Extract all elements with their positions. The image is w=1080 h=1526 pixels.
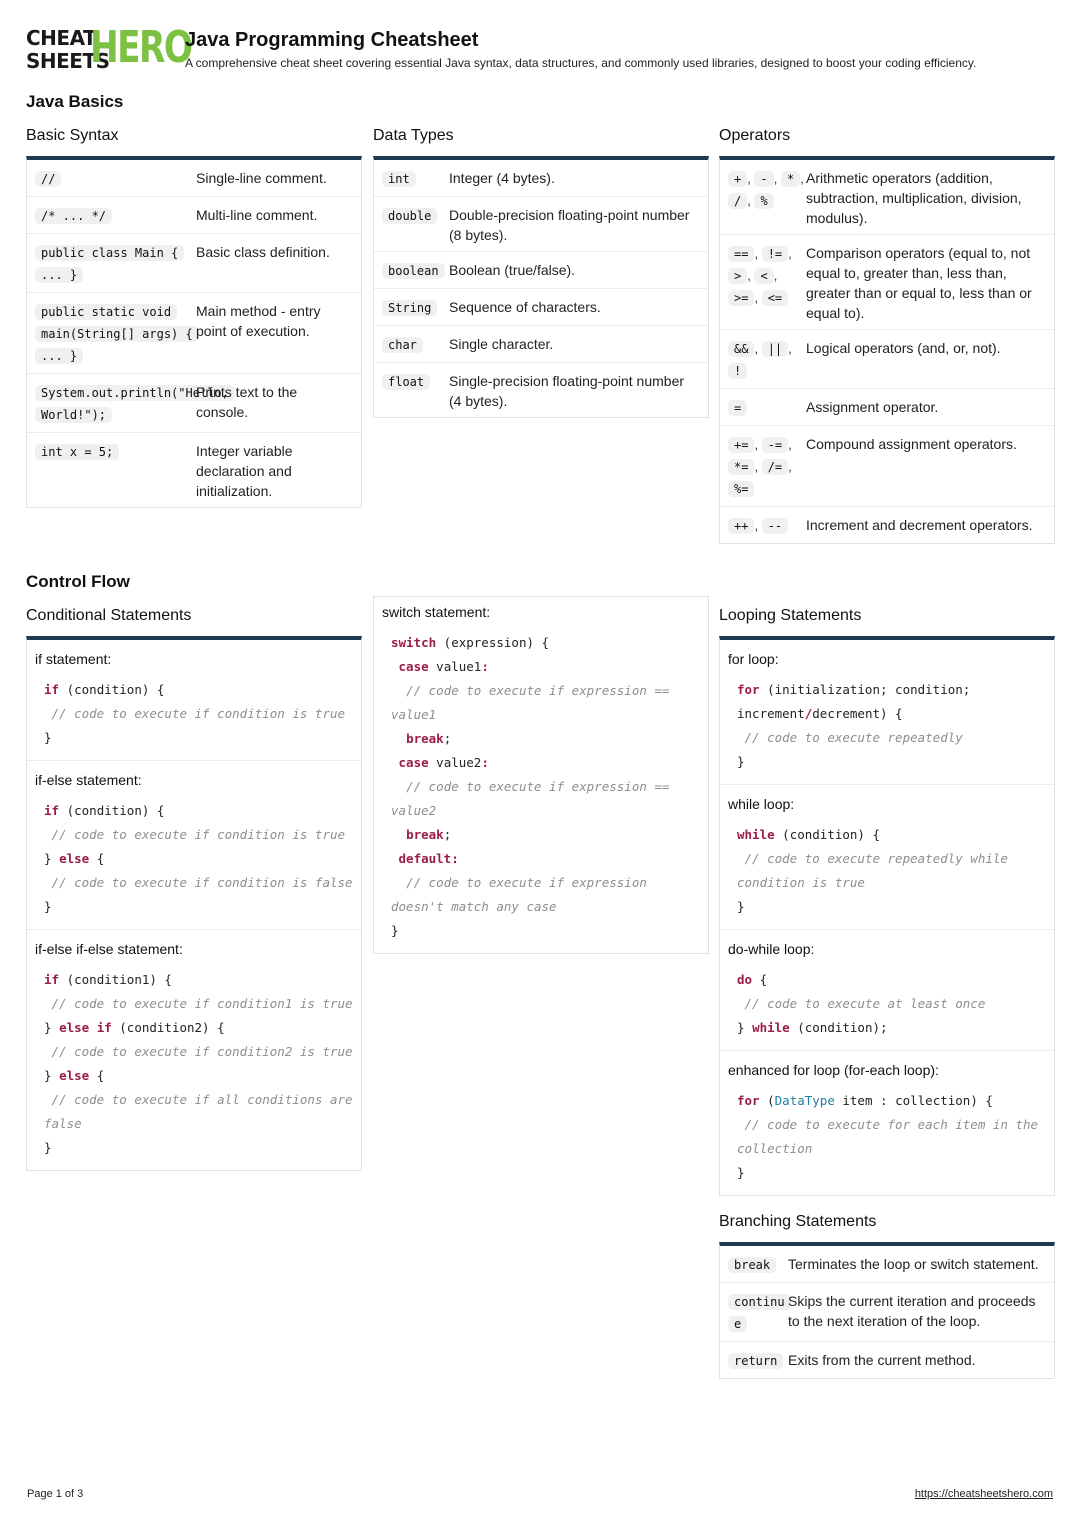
operator-snippet: = — [728, 400, 747, 416]
code-cell — [382, 371, 449, 411]
keyword: while — [737, 827, 775, 842]
table-row — [27, 197, 361, 234]
while-loop-block — [720, 785, 1054, 930]
code-text: ; — [443, 827, 452, 842]
table-row — [374, 326, 708, 363]
code-text: } — [44, 1020, 60, 1035]
code-cell: += , -= , *= , /= , %= — [728, 434, 806, 500]
code-cell — [382, 260, 449, 282]
table-row — [720, 507, 1054, 543]
code-snippet: break — [728, 1257, 776, 1273]
code-snippet: int — [382, 171, 416, 187]
code-text: } — [44, 730, 52, 745]
keyword: case — [398, 659, 429, 674]
code-cell — [382, 205, 449, 245]
description-cell: Arithmetic operators (addition, subtraction, multiplication, division, modulus). — [806, 170, 1022, 226]
code-snippet: // — [35, 171, 61, 187]
code-text: } — [737, 1165, 745, 1180]
keyword: if — [44, 803, 60, 818]
description-cell: Double-precision floating-point number (8 bytes). — [449, 207, 690, 243]
code-text: value1 — [428, 659, 482, 674]
code-comment: // code to execute if all conditions are false — [44, 1092, 361, 1131]
code-text: (condition) { — [774, 827, 880, 842]
operator-snippet: > — [728, 268, 747, 284]
looping-card — [719, 636, 1055, 1196]
table-row — [374, 197, 708, 252]
description-cell: Skips the current iteration and proceeds to the next iteration of the loop. — [788, 1293, 1036, 1329]
code-snippet: char — [382, 337, 423, 353]
keyword: : — [481, 755, 489, 770]
looping-column — [719, 606, 1055, 1379]
keyword: else if — [59, 1020, 112, 1035]
code-text: } — [391, 923, 399, 938]
switch-block — [374, 597, 708, 953]
data-types-card — [373, 156, 709, 418]
code-snippet: int x = 5; — [35, 444, 119, 460]
conditional-column — [26, 606, 362, 1171]
if-else-title: if-else statement: — [35, 772, 142, 788]
code-text: (condition) { — [59, 682, 165, 697]
site-link[interactable]: https://cheatsheetshero.com — [914, 1488, 1053, 1500]
code-block — [382, 631, 700, 943]
table-row — [374, 363, 708, 417]
code-comment: // code to execute repeatedly while condition is true — [737, 851, 1016, 890]
code-snippet: double — [382, 208, 437, 224]
operator-snippet: ++ — [728, 518, 754, 534]
code-cell — [35, 205, 196, 227]
keyword: break — [406, 827, 444, 842]
operator-snippet: < — [754, 268, 773, 284]
description-cell: Logical operators (and, or, not). — [806, 340, 1001, 356]
code-cell — [35, 301, 196, 367]
code-text: } — [737, 899, 745, 914]
if-elseif-else-title: if-else if-else statement: — [35, 941, 183, 957]
code-snippet: public static void main(String[] args) { ... } — [35, 304, 199, 364]
code-block — [35, 968, 361, 1160]
operator-snippet: / — [728, 193, 747, 209]
code-text: } — [737, 754, 745, 769]
section-title-java-basics: Java Basics — [26, 92, 124, 111]
table-row — [27, 433, 361, 507]
code-text: (expression) { — [436, 635, 550, 650]
operator-snippet: *= — [728, 459, 754, 475]
keyword: for — [737, 1093, 760, 1108]
operators-column — [719, 126, 1055, 544]
operator-snippet: * — [781, 171, 800, 187]
code-cell — [35, 441, 196, 501]
table-row — [374, 160, 708, 197]
for-each-loop-title: enhanced for loop (for-each loop): — [728, 1062, 939, 1078]
code-block — [728, 1089, 1046, 1185]
description-cell: Single character. — [449, 336, 554, 352]
code-text: } — [44, 1068, 60, 1083]
code-text: } — [44, 899, 52, 914]
code-text: value2 — [428, 755, 482, 770]
operator-snippet: -- — [762, 518, 788, 534]
conditional-card — [26, 636, 362, 1171]
code-cell: ++ , -- — [728, 515, 806, 537]
code-block — [35, 678, 353, 750]
type-name: DataType — [774, 1093, 835, 1108]
keyword: for — [737, 682, 760, 697]
conditional-title: Conditional Statements — [26, 607, 192, 624]
logo-sheets-text: SHEETS — [26, 49, 110, 73]
code-comment: // code to execute if condition2 is true — [51, 1044, 353, 1059]
code-text: } — [44, 1140, 52, 1155]
code-comment: // code to execute if condition is true — [51, 706, 346, 721]
code-text: } — [44, 851, 60, 866]
switch-card — [373, 596, 709, 954]
table-row — [27, 293, 361, 374]
table-row — [27, 234, 361, 293]
code-block — [35, 799, 353, 919]
operator-snippet: >= — [728, 290, 754, 306]
code-comment: // code to execute if condition is false — [51, 875, 353, 890]
description-cell: Multi-line comment. — [196, 207, 318, 223]
description-cell: Integer (4 bytes). — [449, 170, 555, 186]
operator-snippet: != — [762, 246, 788, 262]
table-row — [720, 1342, 1054, 1378]
code-cell — [382, 297, 449, 319]
keyword: switch — [391, 635, 437, 650]
description-cell: Compound assignment operators. — [806, 436, 1017, 452]
code-comment: // code to execute repeatedly — [744, 730, 963, 745]
code-cell — [35, 382, 229, 426]
description-cell: Single-line comment. — [196, 170, 327, 186]
table-row — [720, 1283, 1054, 1342]
code-snippet: System.out.println("Hello, World!"); — [35, 385, 235, 423]
operator-snippet: /= — [762, 459, 788, 475]
logo-hero-text: HERO — [90, 22, 192, 73]
cheatsheetshero-logo[interactable] — [26, 22, 192, 73]
code-cell — [728, 1350, 788, 1372]
description-cell: Integer variable declaration and initialization. — [196, 443, 293, 499]
keyword: / — [804, 706, 813, 721]
basic-syntax-title: Basic Syntax — [26, 127, 119, 144]
operators-card — [719, 156, 1055, 544]
operator-snippet: - — [754, 171, 773, 187]
code-snippet: String — [382, 300, 437, 316]
operators-title: Operators — [719, 127, 791, 144]
keyword: default — [398, 851, 452, 866]
code-snippet: public class Main { ... } — [35, 245, 184, 283]
operator-snippet: && — [728, 341, 754, 357]
code-cell — [728, 1291, 788, 1335]
keyword: do — [737, 972, 753, 987]
code-comment: // code to execute for each item in the collection — [737, 1117, 1046, 1156]
basic-syntax-column — [26, 126, 362, 508]
table-row — [27, 160, 361, 197]
code-text: (condition1) { — [59, 972, 172, 987]
code-text: decrement) { — [812, 706, 903, 721]
code-comment: // code to execute at least once — [744, 996, 986, 1011]
table-row — [374, 252, 708, 289]
table-row — [720, 160, 1054, 235]
keyword: : — [451, 851, 459, 866]
table-row — [720, 426, 1054, 507]
if-elseif-else-block — [27, 930, 361, 1170]
for-loop-block — [720, 640, 1054, 785]
code-snippet: /* ... */ — [35, 208, 112, 224]
code-text: ; — [443, 731, 452, 746]
code-cell: && , || , ! — [728, 338, 806, 382]
switch-title: switch statement: — [382, 604, 491, 620]
code-cell — [728, 1254, 788, 1276]
basic-syntax-card — [26, 156, 362, 508]
description-cell: Basic class definition. — [196, 244, 330, 260]
code-text: { — [89, 851, 105, 866]
data-types-column — [373, 126, 709, 418]
keyword: break — [406, 731, 444, 746]
keyword: if — [44, 682, 60, 697]
table-row — [374, 289, 708, 326]
code-text: } — [737, 1020, 753, 1035]
description-cell: Terminates the loop or switch statement. — [788, 1256, 1039, 1272]
keyword: while — [752, 1020, 790, 1035]
code-cell — [35, 168, 196, 190]
page-number: Page 1 of 3 — [27, 1488, 84, 1500]
for-each-loop-block — [720, 1051, 1054, 1195]
page-subtitle: A comprehensive cheat sheet covering essential Java syntax, data structures, and commonly used libraries, designed to boost your coding efficiency. — [185, 56, 977, 70]
code-text: { — [89, 1068, 105, 1083]
page-header — [26, 22, 1056, 74]
branching-title: Branching Statements — [719, 1213, 877, 1230]
operator-snippet: + — [728, 171, 747, 187]
if-block — [27, 640, 361, 761]
code-block — [728, 968, 1046, 1040]
code-cell: == , != , > , < , >= , <= — [728, 243, 806, 323]
operator-snippet: <= — [762, 290, 788, 306]
operator-snippet: -= — [762, 437, 788, 453]
logo-cheat-text: CHEAT — [26, 26, 97, 50]
while-loop-title: while loop: — [728, 796, 795, 812]
if-else-block — [27, 761, 361, 930]
table-row — [720, 330, 1054, 389]
code-text: ( — [759, 1093, 775, 1108]
description-cell: Single-precision floating-point number (4 bytes). — [449, 373, 685, 409]
data-types-title: Data Types — [373, 127, 454, 144]
code-text: item : collection) { — [834, 1093, 993, 1108]
keyword: else — [59, 1068, 90, 1083]
code-comment: // code to execute if expression == value2 — [391, 779, 677, 818]
code-text: (initialization; condition; increment — [737, 682, 978, 721]
code-snippet: boolean — [382, 263, 445, 279]
code-cell: + , - , * , / , % — [728, 168, 806, 228]
table-row — [27, 374, 361, 433]
code-cell — [35, 242, 196, 286]
code-cell — [382, 168, 449, 190]
code-cell — [728, 397, 806, 419]
code-block — [728, 678, 1046, 774]
section-title-control-flow: Control Flow — [26, 572, 130, 591]
switch-column — [373, 596, 709, 954]
description-cell: Prints text to the console. — [196, 384, 298, 420]
description-cell: Sequence of characters. — [449, 299, 601, 315]
code-text: (condition2) { — [111, 1020, 225, 1035]
code-comment: // code to execute if condition1 is true — [51, 996, 353, 1011]
keyword: : — [481, 659, 489, 674]
code-comment: // code to execute if expression == value1 — [391, 683, 677, 722]
keyword: else — [59, 851, 90, 866]
operator-snippet: == — [728, 246, 754, 262]
do-while-loop-title: do-while loop: — [728, 941, 815, 957]
code-text: { — [752, 972, 768, 987]
description-cell: Boolean (true/false). — [449, 262, 576, 278]
table-row — [720, 235, 1054, 330]
code-snippet: float — [382, 374, 430, 390]
do-while-loop-block — [720, 930, 1054, 1051]
if-title: if statement: — [35, 651, 112, 667]
description-cell: Exits from the current method. — [788, 1352, 976, 1368]
keyword: if — [44, 972, 60, 987]
code-text: (condition) { — [59, 803, 165, 818]
operator-snippet: ! — [728, 363, 747, 379]
code-comment: // code to execute if expression doesn't match any case — [391, 875, 655, 914]
code-comment: // code to execute if condition is true — [51, 827, 346, 842]
for-loop-title: for loop: — [728, 651, 779, 667]
operator-snippet: += — [728, 437, 754, 453]
operator-snippet: || — [762, 341, 788, 357]
code-snippet: continue — [728, 1294, 791, 1332]
page-title: Java Programming Cheatsheet — [185, 29, 479, 51]
branching-card — [719, 1242, 1055, 1379]
looping-title: Looping Statements — [719, 607, 862, 624]
operator-snippet: % — [754, 193, 773, 209]
code-block — [728, 823, 1046, 919]
code-snippet: return — [728, 1353, 783, 1369]
table-row — [720, 389, 1054, 426]
table-row — [720, 1246, 1054, 1283]
description-cell: Assignment operator. — [806, 399, 939, 415]
code-cell — [382, 334, 449, 356]
operator-snippet: %= — [728, 481, 754, 497]
code-text: (condition); — [789, 1020, 888, 1035]
description-cell: Increment and decrement operators. — [806, 517, 1033, 533]
keyword: case — [398, 755, 429, 770]
description-cell: Comparison operators (equal to, not equal to, greater than, less than, greater than or equal to, less than or equal to). — [806, 245, 1032, 321]
description-cell: Main method - entry point of execution. — [196, 303, 321, 339]
